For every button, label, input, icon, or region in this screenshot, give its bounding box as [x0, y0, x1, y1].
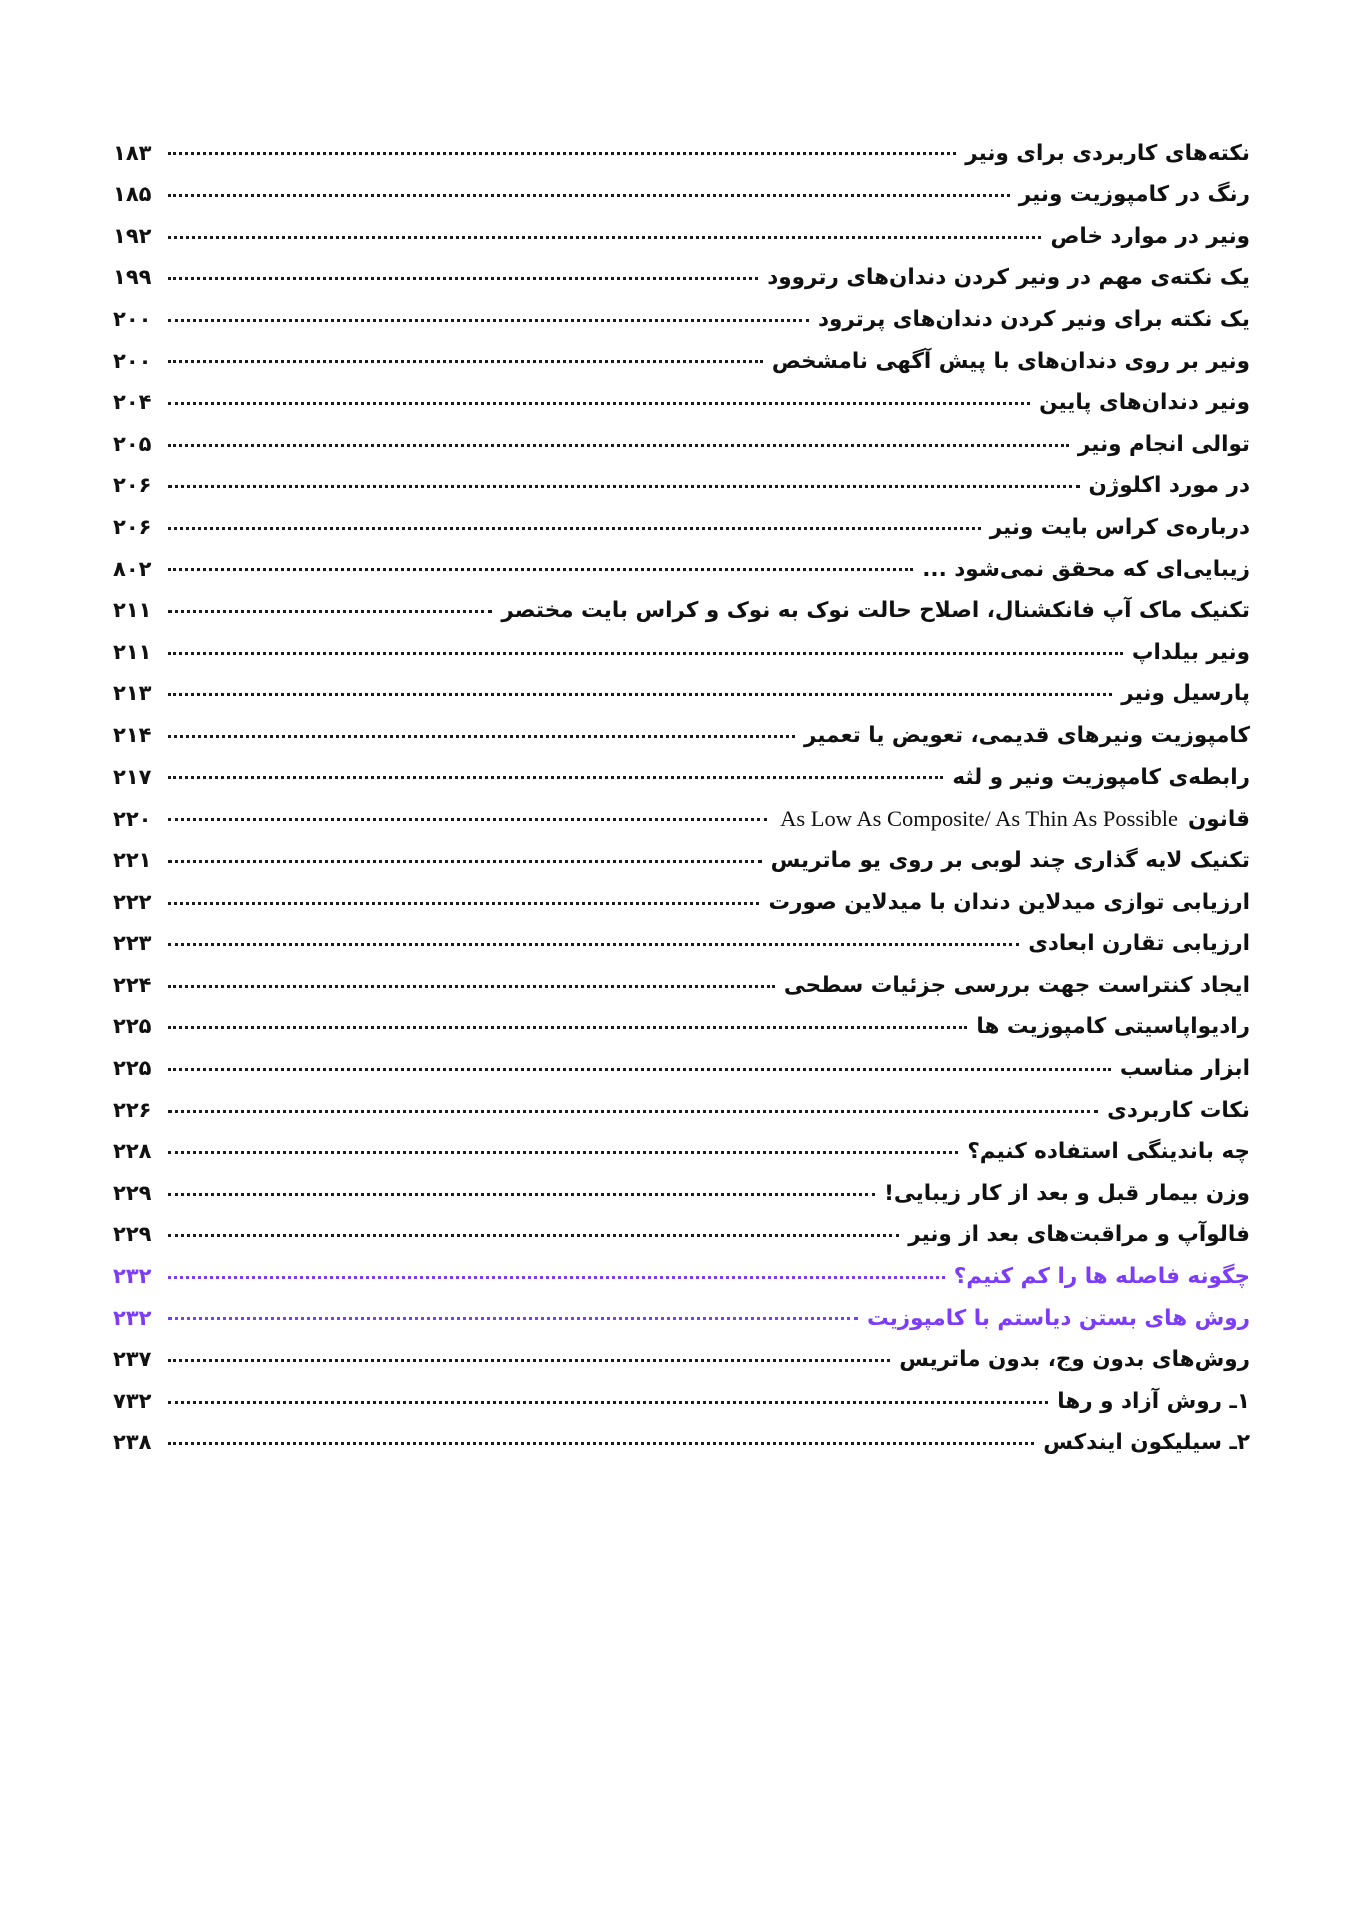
toc-leader-dots	[168, 850, 762, 868]
toc-leader-dots	[168, 1349, 890, 1367]
toc-entry-page-number: ۲۲۰	[113, 806, 152, 831]
toc-leader-dots	[168, 1182, 875, 1200]
toc-leader-dots	[168, 267, 758, 285]
toc-entry[interactable]	[113, 225, 1250, 247]
toc-entry-title: ایجاد کنتراست جهت بررسی جزئیات سطحی	[783, 972, 1250, 998]
toc-leader-dots	[168, 308, 809, 326]
toc-entry-page-number: ۲۲۱	[113, 848, 152, 873]
toc-entry-page-number: ۷۳۲	[113, 1388, 152, 1413]
toc-leader-dots	[168, 350, 763, 368]
toc-entry-page-number: ۲۲۳	[113, 931, 152, 956]
toc-entry-page-number: ۲۱۷	[113, 764, 152, 789]
toc-entry[interactable]	[113, 933, 1250, 955]
toc-leader-dots	[168, 933, 1019, 951]
toc-entry[interactable]	[113, 1390, 1250, 1412]
toc-leader-dots	[168, 184, 1010, 202]
toc-entry-title: رنگ در کامپوزیت ونیر	[1018, 182, 1250, 208]
toc-entry-title-latin	[770, 805, 1182, 831]
toc-entry[interactable]	[113, 1307, 1250, 1329]
toc-leader-dots	[168, 225, 1041, 243]
toc-leader-dots	[168, 1265, 945, 1283]
toc-entry[interactable]	[113, 516, 1250, 538]
toc-entry-title: یک نکته‌ی مهم در ونیر کردن دندان‌های رتروود	[767, 265, 1250, 291]
toc-entry[interactable]	[113, 891, 1250, 913]
toc-entry-page-number: ۲۲۴	[113, 972, 152, 997]
table-of-contents	[113, 142, 1250, 1473]
toc-entry-page-number: ۲۱۳	[113, 681, 152, 706]
toc-entry-page-number: ۲۰۵	[113, 431, 152, 456]
toc-entry-page-number: ۲۳۸	[113, 1430, 152, 1455]
toc-entry[interactable]	[113, 1182, 1250, 1204]
toc-entry-title: روش های بستن دیاستم با کامپوزیت	[866, 1305, 1250, 1331]
toc-entry-page-number: ۲۲۵	[113, 1056, 152, 1081]
toc-entry-title: ونیر بیلداپ	[1131, 639, 1250, 665]
toc-entry-title: ارزیابی توازی میدلاین دندان با میدلاین صورت	[768, 889, 1250, 915]
toc-entry-title: تکنیک لایه گذاری چند لوبی بر روی یو ماتریس	[770, 848, 1250, 874]
toc-leader-dots	[168, 724, 795, 742]
toc-entry[interactable]	[113, 805, 1250, 832]
toc-entry-title: رابطه‌ی کامپوزیت ونیر و لثه	[952, 764, 1250, 790]
toc-entry-title: پارسیل ونیر	[1121, 681, 1250, 707]
toc-entry-title: ۲ـ سیلیکون ایندکس	[1043, 1430, 1250, 1456]
toc-entry-title: در مورد اکلوژن	[1088, 473, 1250, 499]
toc-entry-page-number: ۲۱۱	[113, 639, 152, 664]
toc-entry-page-number: ۲۰۰	[113, 306, 152, 331]
toc-entry-page-number: ۱۹۲	[113, 223, 152, 248]
toc-leader-dots	[168, 808, 767, 826]
toc-entry-title: فالوآپ و مراقبت‌های بعد از ونیر	[908, 1222, 1250, 1248]
toc-entry-page-number: ۲۲۲	[113, 889, 152, 914]
toc-leader-dots	[168, 1016, 967, 1034]
toc-leader-dots	[168, 142, 956, 160]
toc-entry[interactable]	[113, 850, 1250, 872]
toc-leader-dots	[168, 433, 1069, 451]
toc-entry[interactable]	[113, 1349, 1250, 1371]
toc-entry-page-number: ۸۰۲	[113, 556, 152, 581]
toc-entry-page-number: ۲۰۶	[113, 473, 152, 498]
toc-entry-page-number: ۲۰۰	[113, 348, 152, 373]
toc-entry-title: درباره‌ی کراس بایت ونیر	[989, 514, 1250, 540]
toc-leader-dots	[168, 392, 1030, 410]
toc-leader-dots	[168, 1390, 1048, 1408]
toc-entry-title: رادیواپاسیتی کامپوزیت ها	[976, 1014, 1250, 1040]
toc-entry-title: چه باندینگی استفاده کنیم؟	[967, 1139, 1250, 1165]
toc-entry-title: ۱ـ روش آزاد و رها	[1057, 1388, 1250, 1414]
toc-entry[interactable]	[113, 1099, 1250, 1121]
toc-entry[interactable]	[113, 1016, 1250, 1038]
toc-leader-dots	[168, 641, 1123, 659]
toc-leader-dots	[168, 1057, 1111, 1075]
toc-entry-page-number: ۱۹۹	[113, 265, 152, 290]
toc-entry[interactable]	[113, 974, 1250, 996]
toc-leader-dots	[168, 974, 775, 992]
toc-entry-title: قانون	[1187, 806, 1250, 832]
toc-entry-page-number: ۱۸۳	[113, 140, 152, 165]
toc-entry[interactable]	[113, 308, 1250, 330]
toc-entry-title: چگونه فاصله ها را کم کنیم؟	[953, 1264, 1250, 1290]
toc-leader-dots	[168, 683, 1112, 701]
toc-entry-title: توالی انجام ونیر	[1077, 431, 1250, 457]
toc-entry[interactable]	[113, 1056, 1250, 1082]
toc-entry-title: نکته‌های کاربردی برای ونیر	[965, 140, 1250, 166]
latin-text: As Low As Composite/ As Thin As Possible	[780, 805, 1178, 831]
toc-entry[interactable]	[113, 724, 1250, 746]
toc-entry-title: یک نکته برای ونیر کردن دندان‌های پرترود	[818, 306, 1250, 332]
toc-entry-page-number: ۲۳۲	[113, 1305, 152, 1330]
toc-leader-dots	[168, 475, 1080, 493]
toc-leader-dots	[168, 516, 981, 534]
toc-entry-title: نکات کاربردی	[1107, 1097, 1250, 1123]
toc-entry-title: ارزیابی تقارن ابعادی	[1028, 931, 1250, 957]
toc-entry-page-number: ۲۰۶	[113, 514, 152, 539]
toc-entry[interactable]	[113, 184, 1250, 206]
toc-entry-title: ونیر در موارد خاص	[1050, 223, 1250, 249]
toc-leader-dots	[168, 1224, 899, 1242]
toc-leader-dots	[168, 1099, 1098, 1117]
toc-leader-dots	[168, 558, 913, 576]
toc-entry[interactable]	[113, 267, 1250, 289]
toc-entry[interactable]	[113, 392, 1250, 414]
toc-leader-dots	[168, 600, 492, 618]
toc-entry-page-number: ۲۳۷	[113, 1347, 152, 1372]
toc-entry[interactable]	[113, 600, 1250, 622]
toc-leader-dots	[168, 1432, 1034, 1450]
toc-leader-dots	[168, 1141, 958, 1159]
toc-entry-page-number: ۲۲۵	[113, 1014, 152, 1039]
toc-entry[interactable]	[113, 1432, 1250, 1454]
toc-entry-title: روش‌های بدون وج، بدون ماتریس	[899, 1347, 1250, 1373]
toc-entry-page-number: ۱۸۵	[113, 182, 152, 207]
toc-entry-title: کامپوزیت ونیرهای قدیمی، تعویض یا تعمیر	[804, 722, 1250, 748]
toc-entry-page-number: ۲۲۶	[113, 1097, 152, 1122]
toc-entry-page-number: ۲۲۸	[113, 1139, 152, 1164]
toc-entry-title: وزن بیمار قبل و بعد از کار زیبایی!	[884, 1180, 1250, 1206]
toc-entry-title: تکنیک ماک آپ فانکشنال، اصلاح حالت نوک به نوک و کراس بایت مختصر	[501, 598, 1250, 624]
toc-entry-page-number: ۲۲۹	[113, 1180, 152, 1205]
toc-entry-title: ابزار مناسب	[1119, 1056, 1250, 1082]
toc-entry[interactable]	[113, 142, 1250, 164]
toc-entry[interactable]	[113, 558, 1250, 580]
toc-leader-dots	[168, 1307, 858, 1325]
toc-entry-title: ونیر بر روی دندان‌های با پیش آگهی نامشخص	[771, 348, 1250, 374]
toc-entry[interactable]	[113, 683, 1250, 705]
toc-entry[interactable]	[113, 433, 1250, 455]
toc-entry[interactable]	[113, 1141, 1250, 1163]
toc-leader-dots	[168, 766, 943, 784]
toc-entry-title: ونیر دندان‌های پایین	[1039, 390, 1250, 416]
toc-leader-dots	[168, 891, 759, 909]
toc-entry-page-number: ۲۳۲	[113, 1264, 152, 1289]
toc-entry-page-number: ۲۱۱	[113, 598, 152, 623]
toc-entry[interactable]	[113, 766, 1250, 788]
toc-entry[interactable]	[113, 641, 1250, 663]
toc-entry-title: زیبایی‌ای که محقق نمی‌شود ...	[922, 556, 1250, 582]
toc-entry[interactable]	[113, 1264, 1250, 1290]
toc-entry-page-number: ۲۲۹	[113, 1222, 152, 1247]
toc-entry-page-number: ۲۰۴	[113, 390, 152, 415]
toc-entry-page-number: ۲۱۴	[113, 722, 152, 747]
toc-entry[interactable]	[113, 350, 1250, 372]
toc-entry[interactable]	[113, 475, 1250, 497]
toc-entry[interactable]	[113, 1224, 1250, 1246]
